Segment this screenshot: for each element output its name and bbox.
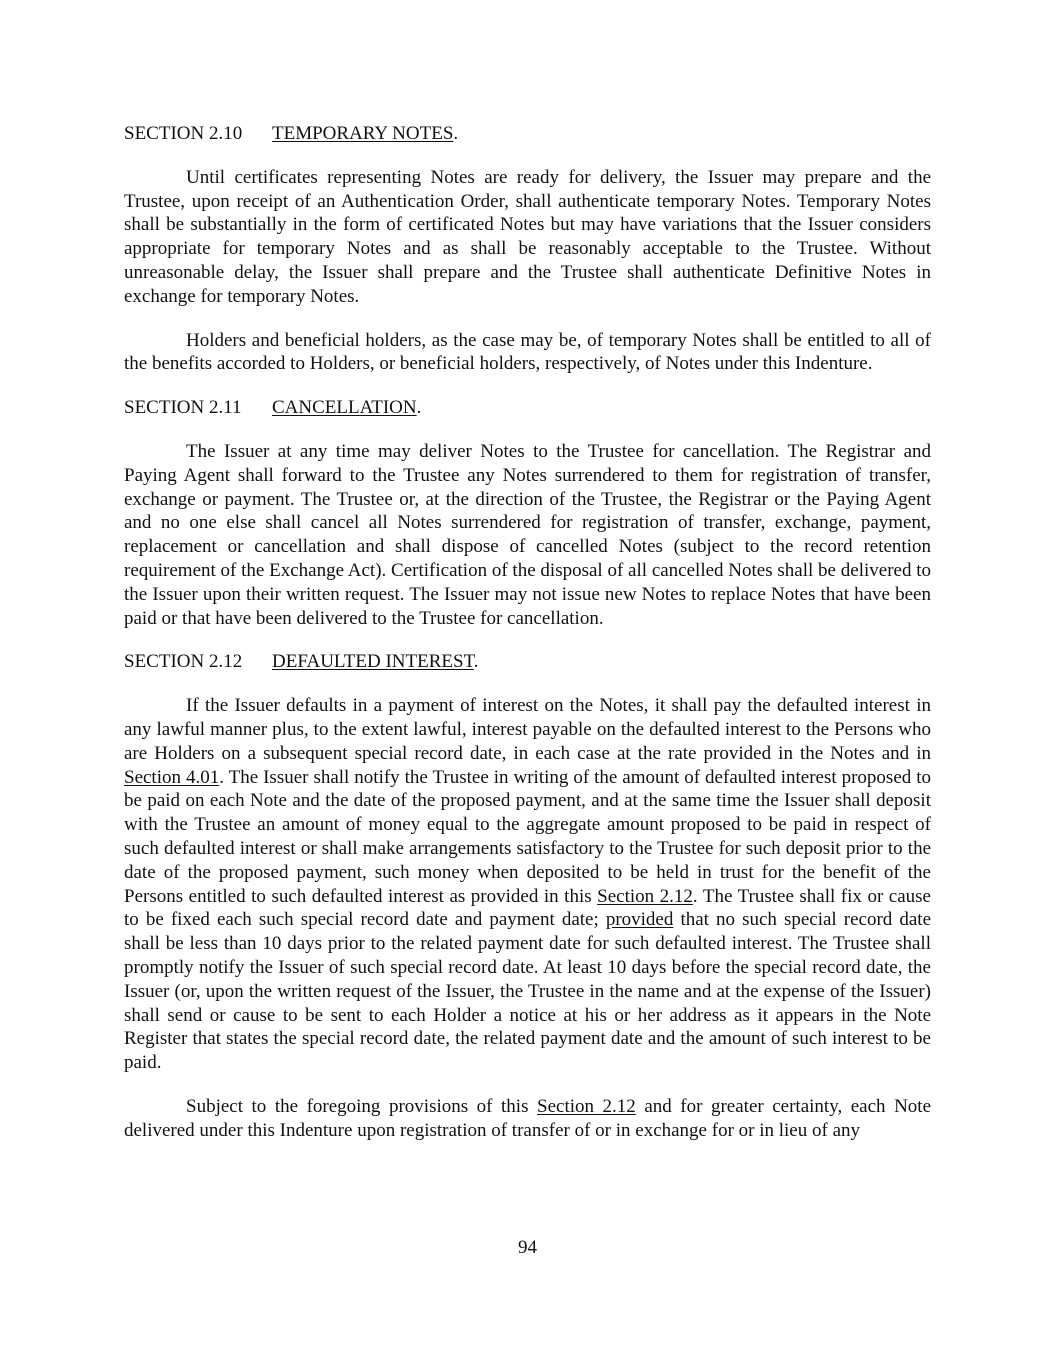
section-number: SECTION 2.12 <box>124 651 243 673</box>
provided-term: provided <box>605 909 674 931</box>
section-number: SECTION 2.10 <box>124 123 243 144</box>
paragraph <box>124 694 931 1075</box>
paragraph-text: . The Trustee shall fix or cause to be fixed each such special record date and payment date; <box>124 885 931 931</box>
section-heading-2-12: SECTION 2.12 DEFAULTED INTEREST. <box>124 651 479 673</box>
paragraph <box>124 1095 931 1143</box>
section-title: CANCELLATION <box>272 397 417 419</box>
paragraph-text: If the Issuer defaults in a payment of interest on the Notes, it shall pay the defaulted interest in any lawful manner plus, to the extent lawful, interest payable on the defaulted interest to the Persons who are Holders on a subsequent special record date, in each case at the rate provided in the Notes and in <box>124 695 931 764</box>
paragraph-text: and for greater certainty, each Note delivered under this Indenture upon registration of transfer of or in exchange for or in lieu of any <box>124 1095 932 1141</box>
paragraph: The Issuer at any time may deliver Notes to the Trustee for cancellation. The Registrar and Paying Agent shall forward to the Trustee any Notes surrendered to them for registration of transfer, exchange or payment. The Trustee or, at the direction of the Trustee, the Registrar or the Paying Agent and no one else shall cancel all Notes surrendered for registration of transfer, exchange, payment, replacement or cancellation and shall dispose of cancelled Notes (subject to the record retention requirement of the Exchange Act). Certification of the disposal of all cancelled Notes shall be delivered to the Issuer upon their written request. The Issuer may not issue new Notes to replace Notes that have been paid or that have been delivered to the Trustee for cancellation. <box>124 440 931 629</box>
section-reference-link[interactable]: Section 4.01 <box>124 766 220 788</box>
document-page <box>124 122 931 1162</box>
section-reference-link[interactable]: Section 2.12 <box>597 885 693 907</box>
paragraph-text: Subject to the foregoing provisions of this <box>186 1095 538 1117</box>
section-title: TEMPORARY NOTES <box>272 123 454 144</box>
paragraph-text: . The Issuer shall notify the Trustee in writing of the amount of defaulted interest proposed to be paid on each Note and the date of the proposed payment, and at the same time the Issuer shall deposit with the Trustee an amount of money equal to the aggregate amount proposed to be paid in respect of such defaulted interest or shall make arrangements satisfactory to the Trustee for such deposit prior to the date of the proposed payment, such money when deposited to be held in trust for the benefit of the Persons entitled to such defaulted interest as provided in this <box>124 766 931 907</box>
section-title: DEFAULTED INTEREST <box>272 651 474 673</box>
section-heading-2-10: SECTION 2.10 TEMPORARY NOTES. <box>124 123 459 144</box>
page-number: 94 <box>518 1237 537 1258</box>
section-number: SECTION 2.11 <box>124 397 242 419</box>
section-reference-link[interactable]: Section 2.12 <box>537 1095 636 1117</box>
paragraph-text: that no such special record date shall be less than 10 days prior to the related payment date for such defaulted interest. The Trustee shall promptly notify the Issuer of such special record date. At least 10 days before the special record date, the Issuer (or, upon the written request of the Issuer, the Trustee in the name and at the expense of the Issuer) shall send or cause to be sent to each Holder a notice at his or her address as it appears in the Note Register that states the special record date, the related payment date and the amount of such interest to be paid. <box>124 909 932 1074</box>
paragraph: Until certificates representing Notes are ready for delivery, the Issuer may prepare and the Trustee, upon receipt of an Authentication Order, shall authenticate temporary Notes. Temporary Notes shall be substantially in the form of certificated Notes but may have variations that the Issuer considers appropriate for temporary Notes and as shall be reasonably acceptable to the Trustee. Without unreasonable delay, the Issuer shall prepare and the Trustee shall authenticate Definitive Notes in exchange for temporary Notes. <box>124 166 931 307</box>
section-heading-2-11: SECTION 2.11 CANCELLATION. <box>124 397 422 419</box>
paragraph: Holders and beneficial holders, as the case may be, of temporary Notes shall be entitled to all of the benefits accorded to Holders, or beneficial holders, respectively, of Notes under this Indenture. <box>124 329 931 375</box>
